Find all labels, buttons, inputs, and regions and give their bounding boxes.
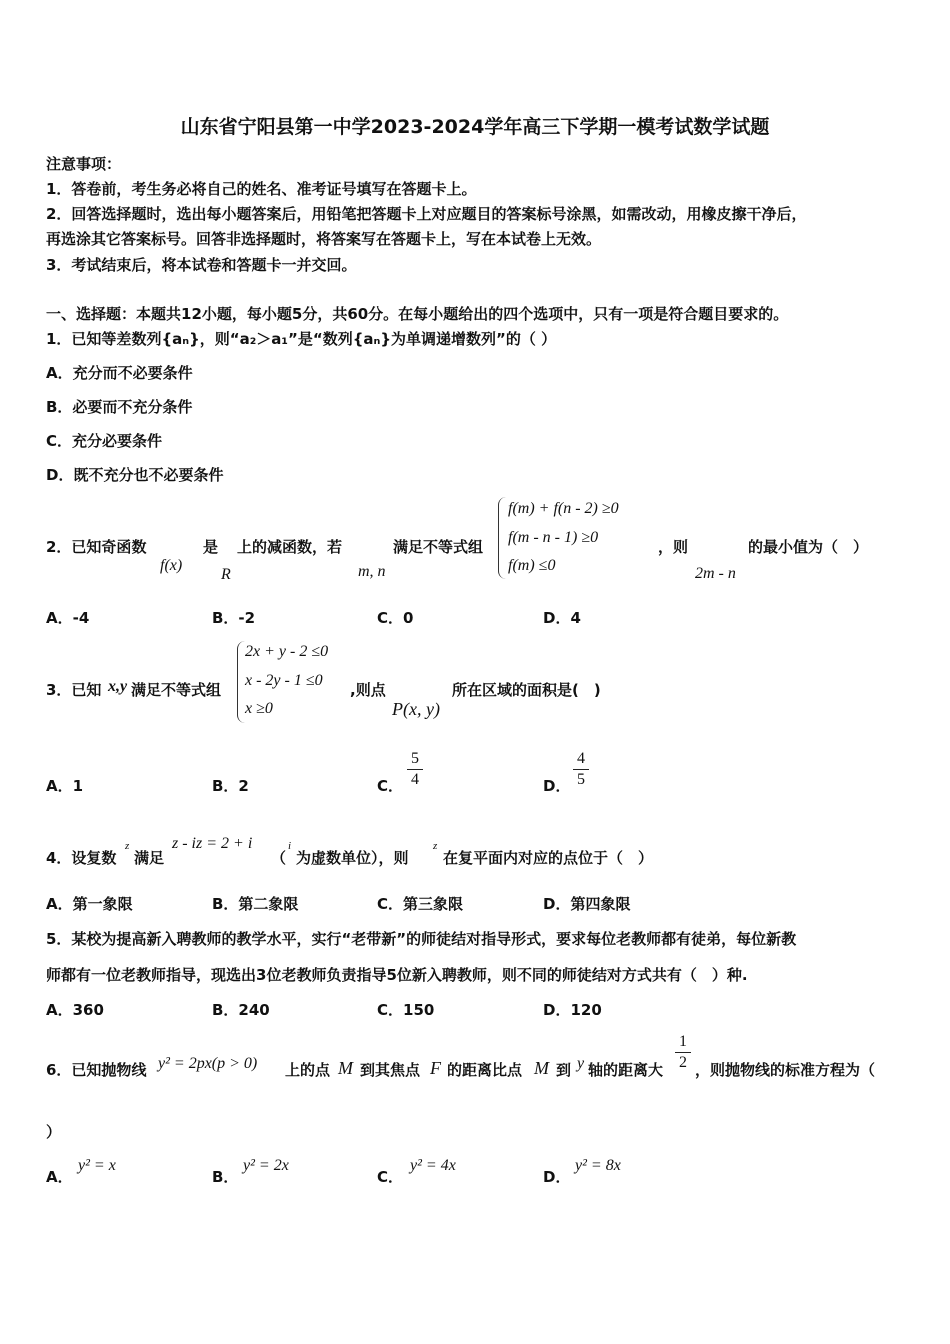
q6-text: 上的点 bbox=[285, 1061, 331, 1079]
q2-text: ，则 bbox=[658, 538, 689, 556]
q1-option-a: A．充分而不必要条件 bbox=[46, 364, 193, 382]
q4-text: 在复平面内对应的点位于（ ） bbox=[443, 849, 654, 867]
q2-text: 的最小值为（ ） bbox=[748, 538, 869, 556]
q6-close-paren: ） bbox=[46, 1123, 62, 1141]
q4-option-a: A．第一象限 bbox=[46, 895, 133, 913]
q3-xy: x,y bbox=[108, 678, 128, 695]
q3-option-a: A．1 bbox=[46, 777, 84, 795]
q6-text: 的距离比点 bbox=[447, 1061, 523, 1079]
fraction-denominator: 5 bbox=[577, 771, 585, 788]
q6-M: M bbox=[534, 1058, 549, 1078]
q1-stem: 1．已知等差数列{aₙ}，则“a₂＞a₁”是“数列{aₙ}为单调递增数列”的（ ） bbox=[46, 330, 557, 348]
q4-text: 为虚数单位），则 bbox=[296, 849, 409, 867]
q5-line: 师都有一位老教师指导，现选出3位老教师负责指导5位新入聘教师，则不同的师徒结对方式共有（ ）种. bbox=[46, 966, 748, 984]
q2-fx: f(x) bbox=[160, 557, 183, 574]
q2-text: 上的减函数，若 bbox=[237, 538, 343, 556]
q5-line: 5．某校为提高新入聘教师的教学水平，实行“老带新”的师徒结对指导形式，要求每位老教师都有徒弟，每位新教 bbox=[46, 930, 797, 948]
fraction-denominator: 4 bbox=[411, 771, 419, 788]
fraction-bar bbox=[407, 769, 423, 770]
q2-text: 2．已知奇函数 bbox=[46, 538, 147, 556]
q6-F: F bbox=[430, 1058, 441, 1078]
q6-option-a-eq: y² = x bbox=[78, 1157, 116, 1174]
fraction-denominator: 2 bbox=[679, 1054, 687, 1071]
fraction-bar bbox=[675, 1052, 691, 1053]
q4-i: i bbox=[288, 840, 292, 852]
q2-ineq-3: f(m) ≤0 bbox=[508, 557, 556, 574]
q6-option-c-eq: y² = 4x bbox=[410, 1157, 456, 1174]
q6-option-d: D． bbox=[543, 1168, 571, 1186]
q3-ineq-3: x ≥0 bbox=[245, 700, 273, 717]
q2-option-a: A．-4 bbox=[46, 609, 90, 627]
q3-text: 满足不等式组 bbox=[131, 681, 222, 699]
fraction-numerator: 4 bbox=[577, 750, 585, 767]
q2-system-brace bbox=[498, 497, 507, 579]
q1-option-b: B．必要而不充分条件 bbox=[46, 398, 193, 416]
q3-option-b: B．2 bbox=[212, 777, 249, 795]
q6-option-d-eq: y² = 8x bbox=[575, 1157, 621, 1174]
q6-option-c: C． bbox=[377, 1168, 404, 1186]
fraction-numerator: 5 bbox=[411, 750, 419, 767]
q6-text: 到其焦点 bbox=[360, 1061, 421, 1079]
q4-option-b: B．第二象限 bbox=[212, 895, 299, 913]
q3-option-c-fraction bbox=[407, 750, 423, 789]
page-title: 山东省宁阳县第一中学2023-2024学年高三下学期一模考试数学试题 bbox=[180, 116, 770, 138]
fraction-bar bbox=[573, 769, 589, 770]
q4-text: 4．设复数 bbox=[46, 849, 117, 867]
q6-option-b: B． bbox=[212, 1168, 239, 1186]
q3-text: 3．已知 bbox=[46, 681, 102, 699]
q3-option-c: C． bbox=[377, 777, 404, 795]
q2-ineq-1: f(m) + f(n - 2) ≥0 bbox=[508, 500, 619, 517]
q2-option-c: C．0 bbox=[377, 609, 414, 627]
notice-item: 再选涂其它答案标号。回答非选择题时，将答案写在答题卡上，写在本试卷上无效。 bbox=[46, 230, 602, 248]
q4-z: z bbox=[433, 840, 438, 852]
q4-equation: z - iz = 2 + i bbox=[172, 835, 253, 852]
section-heading: 一、选择题：本题共12小题，每小题5分，共60分。在每小题给出的四个选项中，只有一项是符合题目要求的。 bbox=[46, 305, 789, 323]
q4-option-d: D．第四象限 bbox=[543, 895, 631, 913]
q4-z: z bbox=[125, 840, 130, 852]
notice-item: 1．答卷前，考生务必将自己的姓名、准考证号填写在答题卡上。 bbox=[46, 180, 477, 198]
q5-option-b: B．240 bbox=[212, 1001, 270, 1019]
q4-option-c: C．第三象限 bbox=[377, 895, 464, 913]
notice-item: 2．回答选择题时，选出每小题答案后，用铅笔把答题卡上对应题目的答案标号涂黑，如需改动，用橡皮擦干净后， bbox=[46, 205, 807, 223]
q2-option-b: B．-2 bbox=[212, 609, 256, 627]
q2-option-d: D．4 bbox=[543, 609, 581, 627]
q5-option-d: D．120 bbox=[543, 1001, 602, 1019]
fraction-numerator: 1 bbox=[679, 1033, 687, 1050]
q2-text: 是 bbox=[203, 538, 219, 556]
q6-fraction bbox=[675, 1033, 691, 1072]
notice-item: 3．考试结束后，将本试卷和答题卡一并交回。 bbox=[46, 256, 357, 274]
q6-M: M bbox=[338, 1058, 353, 1078]
q6-option-a: A． bbox=[46, 1168, 73, 1186]
q6-text: ，则抛物线的标准方程为（ bbox=[695, 1061, 876, 1079]
q3-option-d-fraction bbox=[573, 750, 589, 789]
q2-expr: 2m - n bbox=[695, 565, 736, 582]
q3-option-d: D． bbox=[543, 777, 571, 795]
q5-option-c: C．150 bbox=[377, 1001, 435, 1019]
q6-option-b-eq: y² = 2x bbox=[243, 1157, 289, 1174]
q3-text: ,则点 bbox=[350, 681, 386, 699]
q2-ineq-2: f(m - n - 1) ≥0 bbox=[508, 529, 599, 546]
q2-text: 满足不等式组 bbox=[393, 538, 484, 556]
notice-heading: 注意事项： bbox=[46, 155, 122, 173]
q6-text: 6．已知抛物线 bbox=[46, 1061, 147, 1079]
q6-y: y bbox=[577, 1055, 585, 1072]
q3-text: 所在区域的面积是( ) bbox=[452, 681, 601, 699]
q5-option-a: A．360 bbox=[46, 1001, 104, 1019]
q3-ineq-1: 2x + y - 2 ≤0 bbox=[245, 643, 329, 660]
q4-text: （ bbox=[271, 849, 287, 867]
q6-text: 轴的距离大 bbox=[588, 1061, 664, 1079]
q2-mn: m, n bbox=[358, 563, 386, 580]
q1-option-d: D．既不充分也不必要条件 bbox=[46, 466, 224, 484]
q3-ineq-2: x - 2y - 1 ≤0 bbox=[245, 672, 323, 689]
q1-option-c: C．充分必要条件 bbox=[46, 432, 163, 450]
q6-equation: y² = 2px(p > 0) bbox=[158, 1055, 258, 1072]
q4-text: 满足 bbox=[134, 849, 165, 867]
q2-R: R bbox=[221, 566, 231, 583]
q3-point: P(x, y) bbox=[392, 699, 440, 719]
q6-text: 到 bbox=[556, 1061, 572, 1079]
